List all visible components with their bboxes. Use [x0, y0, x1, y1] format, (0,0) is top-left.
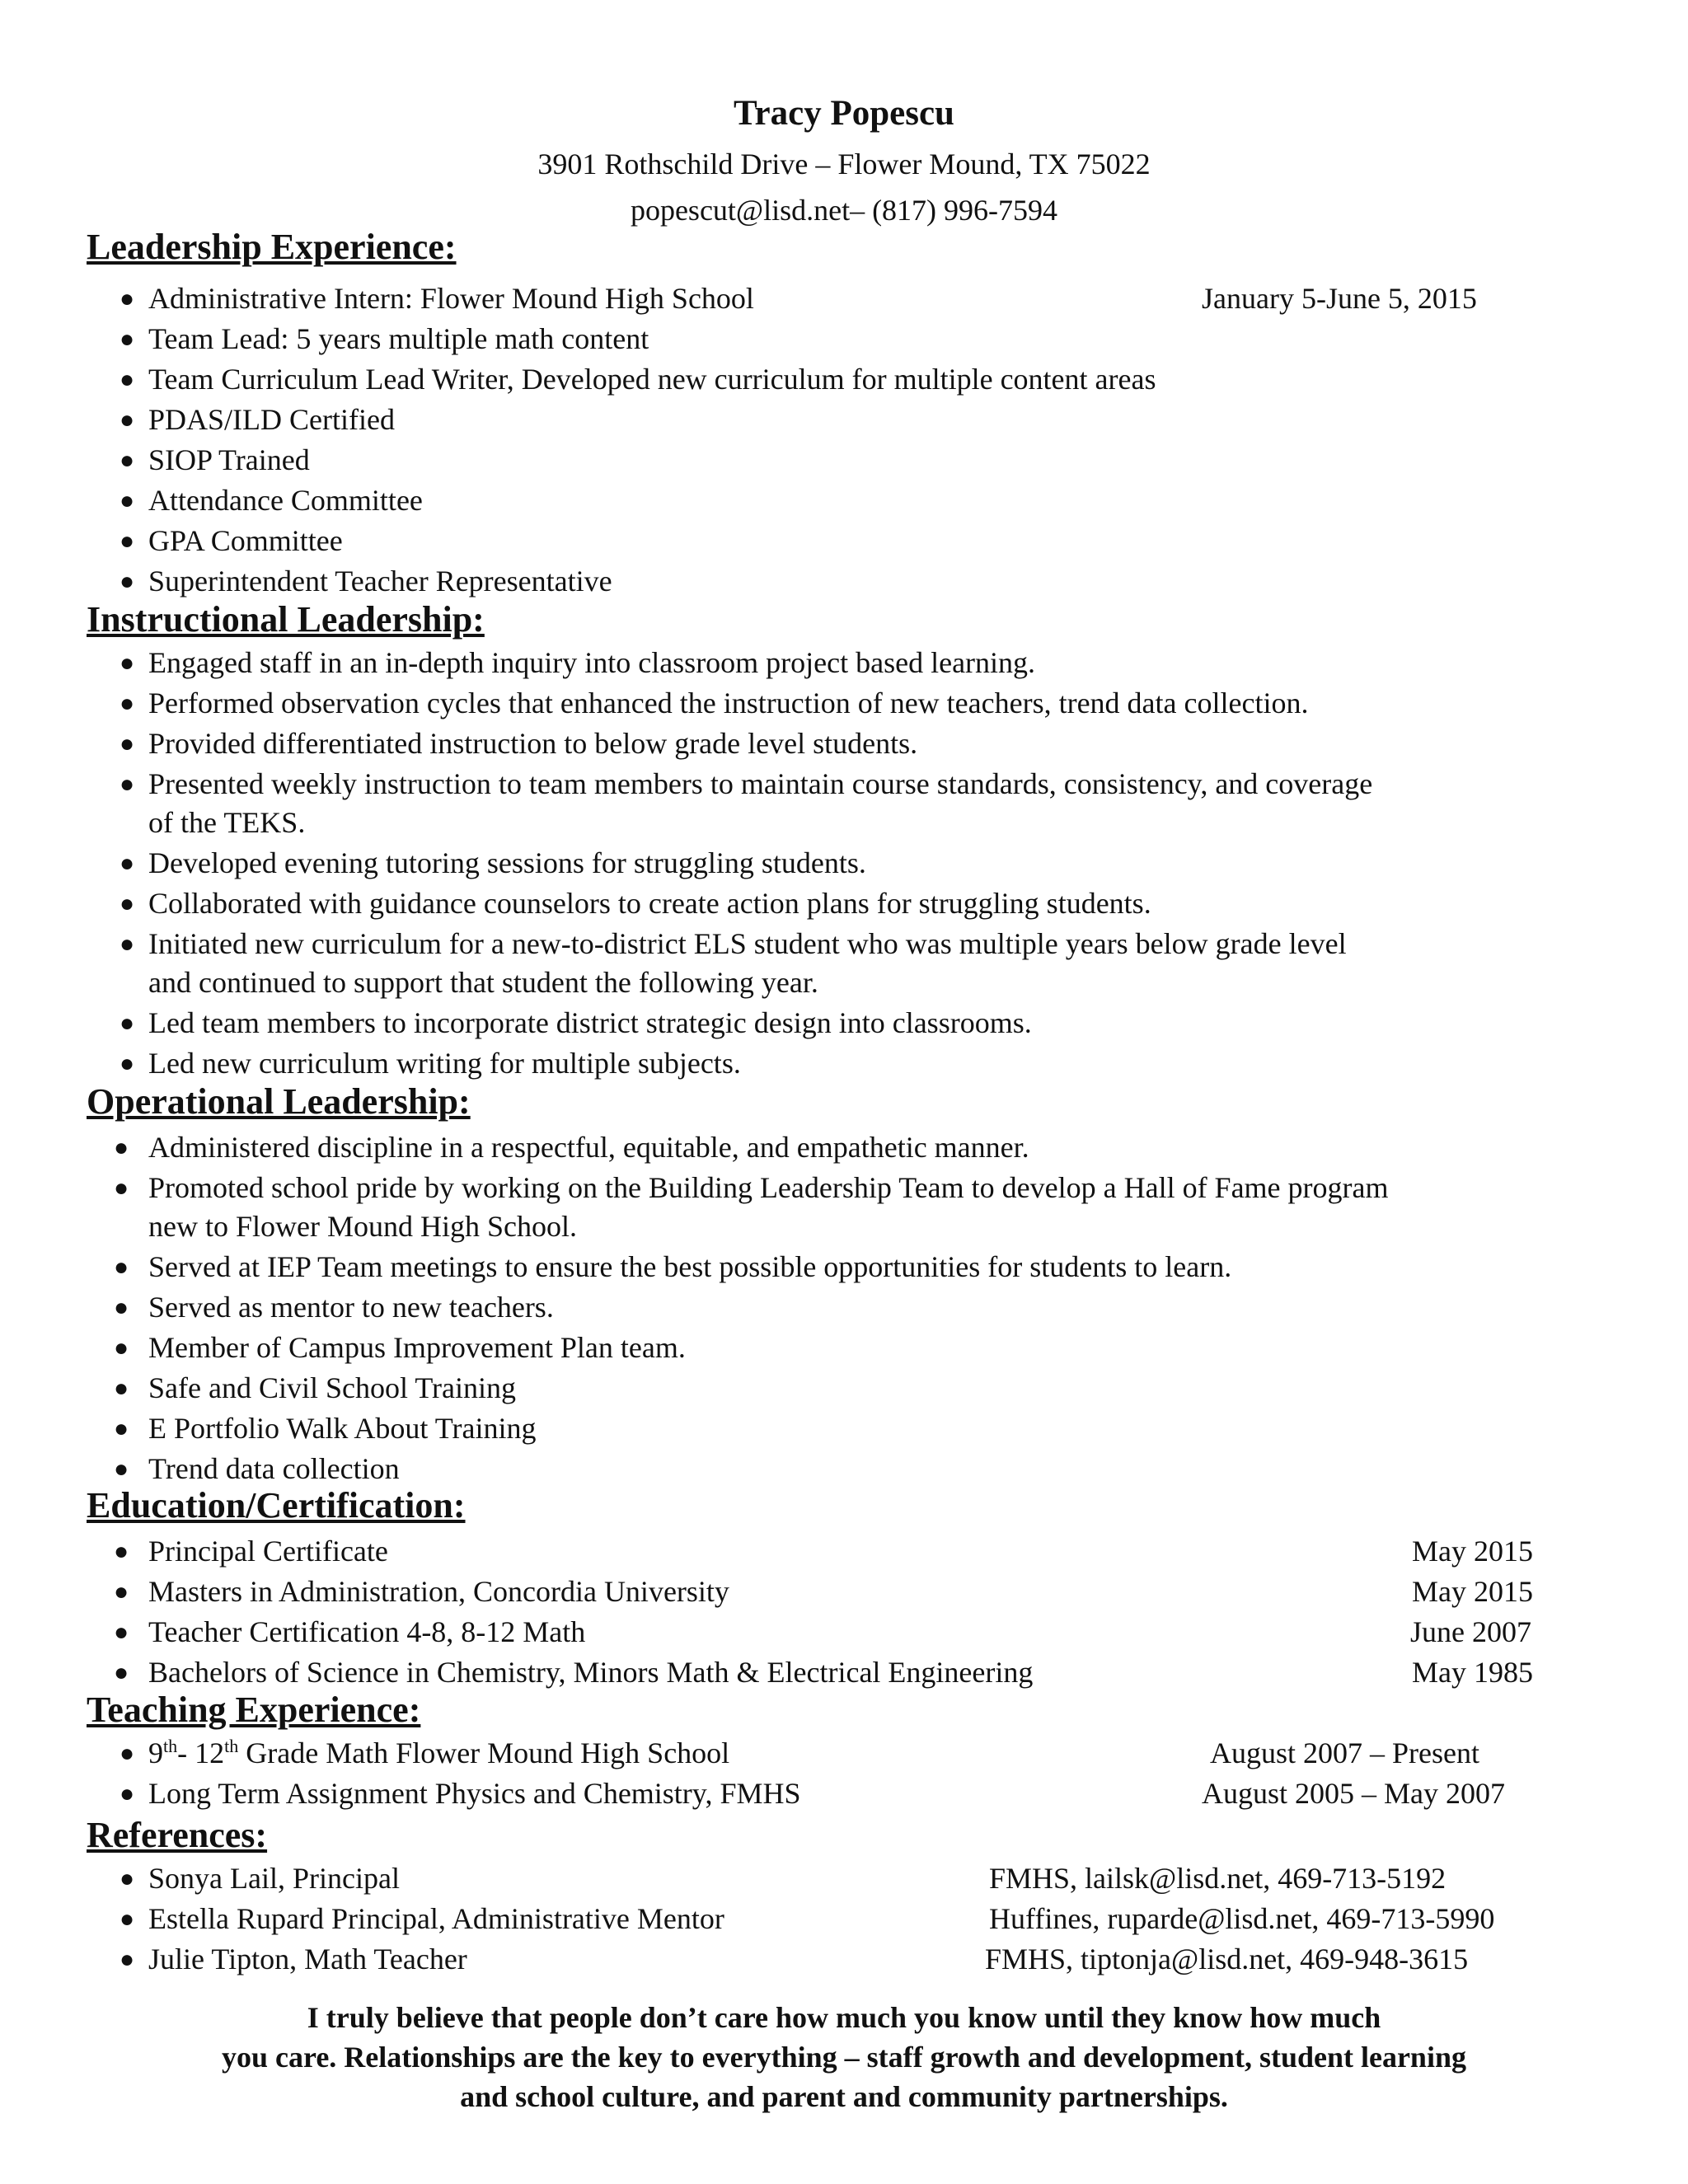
grade-end: - 12	[177, 1736, 225, 1769]
list-item	[0, 359, 1688, 400]
item-text: Developed evening tutoring sessions for struggling students.	[148, 846, 866, 879]
grade-description: Grade Math Flower Mound High School	[238, 1736, 730, 1769]
list-item	[0, 1652, 1688, 1693]
item-text: GPA Committee	[148, 524, 343, 557]
bullet-icon: ●	[114, 1254, 129, 1281]
list-item	[0, 1612, 1688, 1652]
bullet-icon: ●	[120, 406, 135, 434]
section-title-references: References:	[87, 1815, 268, 1855]
item-text: Provided differentiated instruction to below grade level students.	[148, 727, 918, 760]
bullet-icon: ●	[114, 1619, 129, 1646]
item-text: Principal Certificate	[148, 1535, 388, 1568]
list-item	[0, 1043, 1688, 1084]
item-text: Promoted school pride by working on the Building Leadership Team to develop a Hall of Fame program	[148, 1171, 1389, 1204]
list-item	[0, 683, 1688, 724]
reference-name: Estella Rupard Principal, Administrative Mentor	[148, 1902, 724, 1935]
item-text: SIOP Trained	[148, 443, 310, 476]
instructional-list	[0, 643, 1688, 1084]
references-list	[0, 1858, 1688, 1980]
list-item	[0, 1247, 1688, 1287]
section-title-teaching: Teaching Experience:	[87, 1690, 421, 1730]
candidate-address: 3901 Rothschild Drive – Flower Mound, TX 75022	[537, 148, 1151, 180]
section-title-operational: Operational Leadership:	[87, 1081, 471, 1122]
item-text-continued: new to Flower Mound High School.	[148, 1210, 577, 1243]
bullet-icon: ●	[114, 1578, 129, 1605]
bullet-icon: ●	[120, 285, 135, 312]
item-text: Led team members to incorporate district strategic design into classrooms.	[148, 1006, 1032, 1039]
teaching-list	[0, 1733, 1688, 1814]
item-text: Presented weekly instruction to team members to maintain course standards, consistency, and coverage	[148, 767, 1373, 800]
bullet-icon: ●	[120, 447, 135, 474]
bullet-icon: ●	[114, 1174, 129, 1202]
item-text: Served at IEP Team meetings to ensure the best possible opportunities for students to learn.	[148, 1250, 1232, 1283]
item-date: August 2005 – May 2007	[1202, 1777, 1505, 1810]
item-text-continued: of the TEKS.	[148, 806, 306, 839]
closing-line: and school culture, and parent and community partnerships.	[460, 2080, 1228, 2113]
bullet-icon: ●	[120, 1865, 135, 1892]
bullet-icon: ●	[114, 1659, 129, 1686]
list-item	[0, 724, 1688, 764]
grade-start-suffix: th	[163, 1736, 178, 1756]
item-text: Led new curriculum writing for multiple subjects.	[148, 1047, 741, 1080]
list-item	[0, 1408, 1688, 1449]
item-text: Administered discipline in a respectful, equitable, and empathetic manner.	[148, 1131, 1029, 1164]
item-text: Team Curriculum Lead Writer, Developed new curriculum for multiple content areas	[148, 363, 1156, 396]
item-text: Attendance Committee	[148, 484, 423, 517]
bullet-icon: ●	[120, 1905, 135, 1933]
item-text: Initiated new curriculum for a new-to-district ELS student who was multiple years below grade level	[148, 927, 1347, 960]
item-text: Served as mentor to new teachers.	[148, 1291, 554, 1324]
list-item	[0, 1368, 1688, 1408]
reference-contact: FMHS, lailsk@lisd.net, 469-713-5192	[989, 1862, 1447, 1895]
candidate-name: Tracy Popescu	[734, 94, 954, 133]
list-item	[0, 1003, 1688, 1043]
list-item	[0, 319, 1688, 359]
list-item	[0, 1733, 1688, 1774]
bullet-icon: ●	[114, 1134, 129, 1161]
item-date: May 1985	[1412, 1656, 1533, 1689]
item-text: Safe and Civil School Training	[148, 1371, 517, 1404]
item-text: Teacher Certification 4-8, 8-12 Math	[148, 1615, 586, 1648]
operational-list	[0, 1127, 1688, 1489]
item-text-continued: and continued to support that student the following year.	[148, 966, 818, 999]
bullet-icon: ●	[120, 850, 135, 877]
bullet-icon: ●	[120, 1740, 135, 1767]
reference-contact: FMHS, tiptonja@lisd.net, 469-948-3615	[985, 1943, 1469, 1975]
bullet-icon: ●	[114, 1375, 129, 1402]
bullet-icon: ●	[120, 527, 135, 555]
reference-contact: Huffines, ruparde@lisd.net, 469-713-5990	[989, 1902, 1495, 1935]
bullet-icon: ●	[114, 1294, 129, 1321]
list-item	[0, 279, 1688, 319]
bullet-icon: ●	[114, 1334, 129, 1361]
reference-name: Sonya Lail, Principal	[148, 1862, 400, 1895]
reference-name: Julie Tipton, Math Teacher	[148, 1943, 467, 1975]
bullet-icon: ●	[120, 1050, 135, 1077]
closing-line: I truly believe that people don’t care how much you know until they know how much	[307, 2001, 1381, 2034]
list-item	[0, 1531, 1688, 1572]
list-item	[0, 480, 1688, 521]
list-item	[0, 843, 1688, 883]
item-text: E Portfolio Walk About Training	[148, 1412, 537, 1445]
item-date: January 5-June 5, 2015	[1202, 282, 1477, 315]
item-date: August 2007 – Present	[1210, 1736, 1479, 1769]
bullet-icon: ●	[114, 1538, 129, 1565]
bullet-icon: ●	[120, 487, 135, 514]
bullet-icon: ●	[120, 930, 135, 958]
bullet-icon: ●	[120, 366, 135, 393]
list-item	[0, 561, 1688, 602]
bullet-icon: ●	[120, 1946, 135, 1973]
closing-statement	[124, 1998, 1564, 2116]
item-text: Bachelors of Science in Chemistry, Minors Math & Electrical Engineering	[148, 1656, 1034, 1689]
list-item	[0, 1858, 1688, 1899]
bullet-icon: ●	[120, 730, 135, 757]
leadership-list	[0, 279, 1688, 602]
list-item	[0, 1939, 1688, 1980]
section-title-education: Education/Certification:	[87, 1485, 466, 1526]
bullet-icon: ●	[120, 890, 135, 917]
item-text: PDAS/ILD Certified	[148, 403, 395, 436]
item-text: Masters in Administration, Concordia University	[148, 1575, 729, 1608]
section-title-instructional: Instructional Leadership:	[87, 599, 485, 640]
item-text: Engaged staff in an in-depth inquiry into classroom project based learning.	[148, 646, 1036, 679]
bullet-icon: ●	[120, 771, 135, 798]
candidate-contact: popescut@lisd.net– (817) 996-7594	[630, 194, 1058, 227]
item-text: Long Term Assignment Physics and Chemistry, FMHS	[148, 1777, 801, 1810]
grade-end-suffix: th	[224, 1736, 239, 1756]
list-item	[0, 1328, 1688, 1368]
item-text: Trend data collection	[148, 1452, 400, 1485]
bullet-icon: ●	[120, 690, 135, 717]
bullet-icon: ●	[120, 1010, 135, 1037]
bullet-icon: ●	[120, 649, 135, 677]
list-item	[0, 883, 1688, 924]
list-item	[0, 924, 1688, 1003]
list-item	[0, 764, 1688, 843]
bullet-icon: ●	[120, 326, 135, 353]
list-item	[0, 1168, 1688, 1247]
list-item	[0, 1774, 1688, 1814]
bullet-icon: ●	[120, 568, 135, 595]
section-title-leadership: Leadership Experience:	[87, 227, 457, 267]
item-date: May 2015	[1412, 1575, 1533, 1608]
item-text: Collaborated with guidance counselors to create action plans for struggling students.	[148, 887, 1151, 920]
item-text: Superintendent Teacher Representative	[148, 565, 612, 598]
bullet-icon: ●	[114, 1415, 129, 1442]
item-text: Member of Campus Improvement Plan team.	[148, 1331, 686, 1364]
list-item	[0, 400, 1688, 440]
item-text: Team Lead: 5 years multiple math content	[148, 322, 649, 355]
list-item	[0, 521, 1688, 561]
item-text: Administrative Intern: Flower Mound High School	[148, 282, 754, 315]
bullet-icon: ●	[120, 1780, 135, 1807]
item-date: June 2007	[1410, 1615, 1531, 1648]
list-item	[0, 1899, 1688, 1939]
list-item	[0, 1287, 1688, 1328]
bullet-icon: ●	[114, 1455, 129, 1483]
grade-start: 9	[148, 1736, 163, 1769]
list-item	[0, 440, 1688, 480]
list-item	[0, 1127, 1688, 1168]
list-item	[0, 1572, 1688, 1612]
education-list	[0, 1531, 1688, 1693]
list-item	[0, 643, 1688, 683]
item-date: May 2015	[1412, 1535, 1533, 1568]
closing-line: you care. Relationships are the key to everything – staff growth and development, student learning	[222, 2041, 1466, 2074]
item-text	[148, 1733, 729, 1774]
item-text: Performed observation cycles that enhanced the instruction of new teachers, trend data collection.	[148, 687, 1309, 719]
